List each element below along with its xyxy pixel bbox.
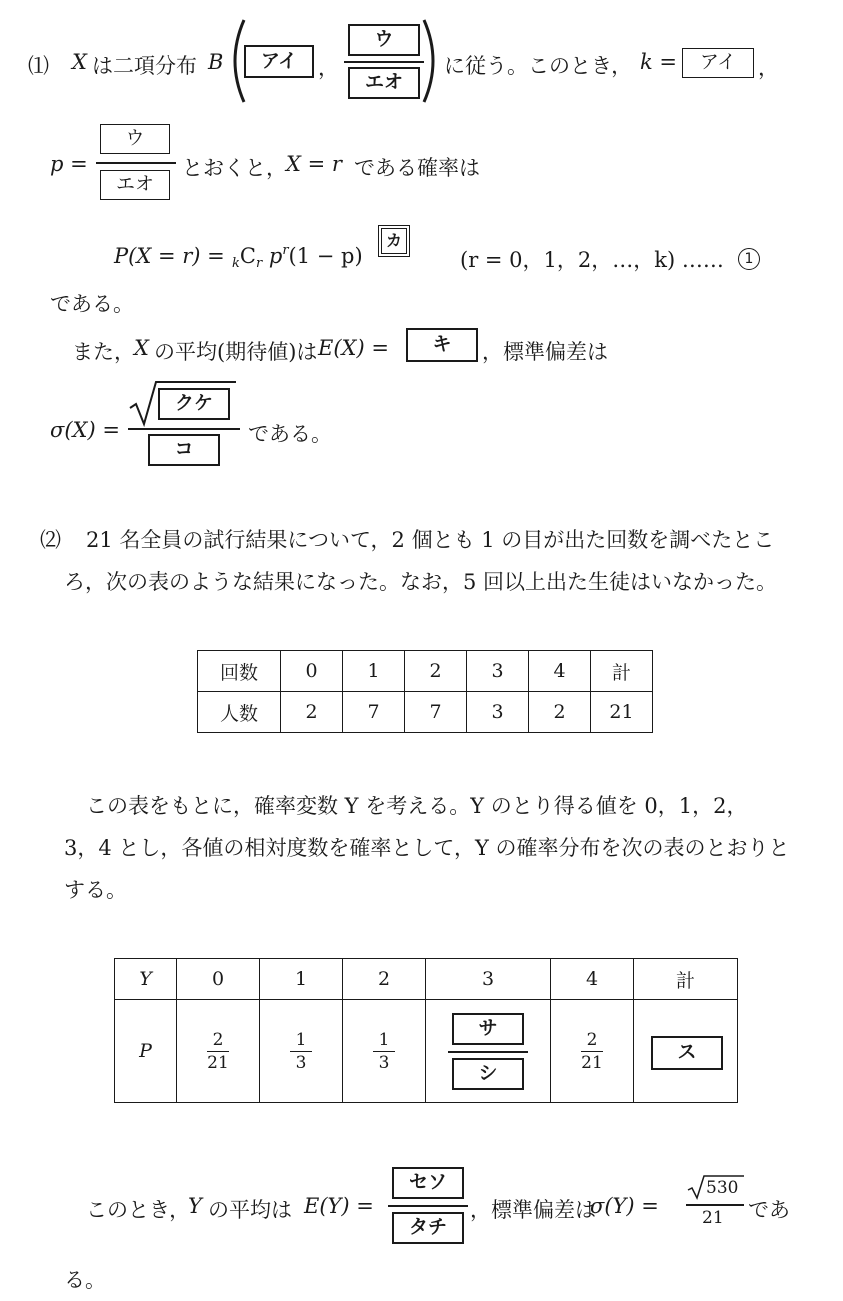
- final-text-1: このとき，: [86, 1198, 191, 1222]
- mean-text-1: また，: [72, 340, 135, 364]
- formula-combination: kCr $p^r(1 - p)$: [232, 243, 363, 271]
- table-cell: 計: [634, 959, 738, 1000]
- table-row: [198, 651, 653, 692]
- table-cell: 1: [260, 959, 343, 1000]
- table-cell: 0: [281, 651, 343, 692]
- var-X: X: [72, 50, 87, 74]
- tail-comma: ，: [758, 56, 779, 80]
- table-row: [115, 959, 738, 1000]
- table-cell: P: [115, 1000, 177, 1103]
- para2-line3: する。: [64, 878, 127, 902]
- EX-equals: E(X) =: [318, 336, 389, 360]
- std-text: ，標準偏差は: [482, 340, 608, 364]
- answer-box-u-ref[interactable]: ウ: [100, 124, 170, 154]
- prob-text: である確率は: [354, 156, 480, 180]
- table-cell: 21: [591, 692, 653, 733]
- table-cell: 0: [177, 959, 260, 1000]
- answer-box-kuke[interactable]: クケ: [158, 388, 230, 420]
- final-Y: Y: [188, 1194, 202, 1218]
- answer-box-sa[interactable]: サ: [452, 1013, 524, 1045]
- fraction-bar: [388, 1205, 468, 1207]
- table-cell: 2: [343, 959, 426, 1000]
- table-cell: 回数: [198, 651, 281, 692]
- table-cell: 4: [551, 959, 634, 1000]
- var-B: B: [208, 50, 224, 74]
- EY-equals: E(Y) =: [304, 1194, 374, 1218]
- fraction-bar: [128, 428, 240, 430]
- p-text: とおくと，: [182, 156, 287, 180]
- table-cell: 2: [529, 692, 591, 733]
- sigmaY-equals: σ(Y) =: [590, 1194, 659, 1218]
- para2-line2: 3，4 とし，各値の相対度数を確率として，Y の確率分布を次の表のとおりと: [64, 836, 790, 860]
- table-cell: $\frac{2}{21}$: [551, 1000, 634, 1103]
- para1-line2: ろ，次の表のような結果になった。なお，5 回以上出た生徒はいなかった。: [64, 570, 778, 594]
- range-text: (r = 0，1，2，…，k) ……: [460, 248, 724, 272]
- answer-box-ai[interactable]: アイ: [244, 45, 314, 78]
- count-table: [197, 650, 653, 733]
- table-cell: 3: [426, 959, 551, 1000]
- fraction-bar: [448, 1051, 528, 1053]
- answer-box-eo-ref[interactable]: エオ: [100, 170, 170, 200]
- table-cell: 3: [467, 692, 529, 733]
- answer-box-ki[interactable]: キ: [406, 328, 478, 362]
- intro-text: は二項分布: [92, 54, 197, 78]
- para2-line1: この表をもとに，確率変数 Y を考える。Y のとり得る値を 0，1，2，: [86, 794, 748, 818]
- answer-box-su[interactable]: ス: [651, 1036, 723, 1070]
- fraction-bar: [96, 162, 176, 164]
- table-row: [198, 692, 653, 733]
- table-cell: 7: [343, 692, 405, 733]
- final-text-4: であ: [748, 1198, 790, 1222]
- table-cell: 1: [343, 651, 405, 692]
- answer-box-ko[interactable]: コ: [148, 434, 220, 466]
- answer-box-ai-ref[interactable]: アイ: [682, 48, 754, 78]
- answer-box-eo[interactable]: エオ: [348, 67, 420, 99]
- table-cell: 7: [405, 692, 467, 733]
- table-cell: 4: [529, 651, 591, 692]
- table-cell: $\frac{1}{3}$: [260, 1000, 343, 1103]
- fraction-bar: [344, 61, 424, 63]
- fraction-bar: [686, 1204, 744, 1206]
- answer-box-seso[interactable]: セソ: [392, 1167, 464, 1199]
- part1-label: ⑴: [28, 54, 49, 78]
- mean-X: X: [134, 336, 149, 360]
- p-equals: p =: [50, 152, 88, 176]
- table-cell: Y: [115, 959, 177, 1000]
- dearu-text: である。: [50, 292, 134, 316]
- table-row: [115, 1000, 738, 1103]
- table-cell: $\frac{1}{3}$: [343, 1000, 426, 1103]
- probability-table: [114, 958, 738, 1103]
- table-cell: 人数: [198, 692, 281, 733]
- table-cell: 3: [467, 651, 529, 692]
- dearu2-text: である。: [248, 422, 332, 446]
- sigma-X: σ(X) =: [50, 418, 120, 442]
- answer-box-ka[interactable]: カ: [378, 225, 410, 257]
- answer-box-tachi[interactable]: タチ: [392, 1212, 464, 1244]
- table-cell: 計: [591, 651, 653, 692]
- follows-text: に従う。このとき，: [444, 54, 633, 78]
- answer-box-shi[interactable]: シ: [452, 1058, 524, 1090]
- X-eq-r: X = r: [286, 152, 342, 176]
- final-text-3: ，標準偏差は: [470, 1198, 596, 1222]
- sqrt-numerator: 530: [706, 1178, 739, 1198]
- circled-one: 1: [738, 244, 760, 270]
- formula-left: P(X = r) =: [114, 244, 225, 268]
- part2-label: ⑵: [40, 528, 61, 552]
- k-equals: k =: [640, 50, 677, 74]
- para1-line1: 21 名全員の試行結果について，2 個とも 1 の目が出た回数を調べたとこ: [86, 528, 775, 552]
- final-text-2: の平均は: [208, 1198, 292, 1222]
- sqrt-denominator: 21: [702, 1208, 724, 1228]
- table-cell: 2: [405, 651, 467, 692]
- mean-text-2: の平均(期待値)は: [154, 340, 318, 364]
- table-cell: 2: [281, 692, 343, 733]
- final-text-5: る。: [64, 1268, 106, 1292]
- answer-box-u[interactable]: ウ: [348, 24, 420, 56]
- comma: ，: [318, 56, 339, 80]
- table-cell: $\frac{2}{21}$: [177, 1000, 260, 1103]
